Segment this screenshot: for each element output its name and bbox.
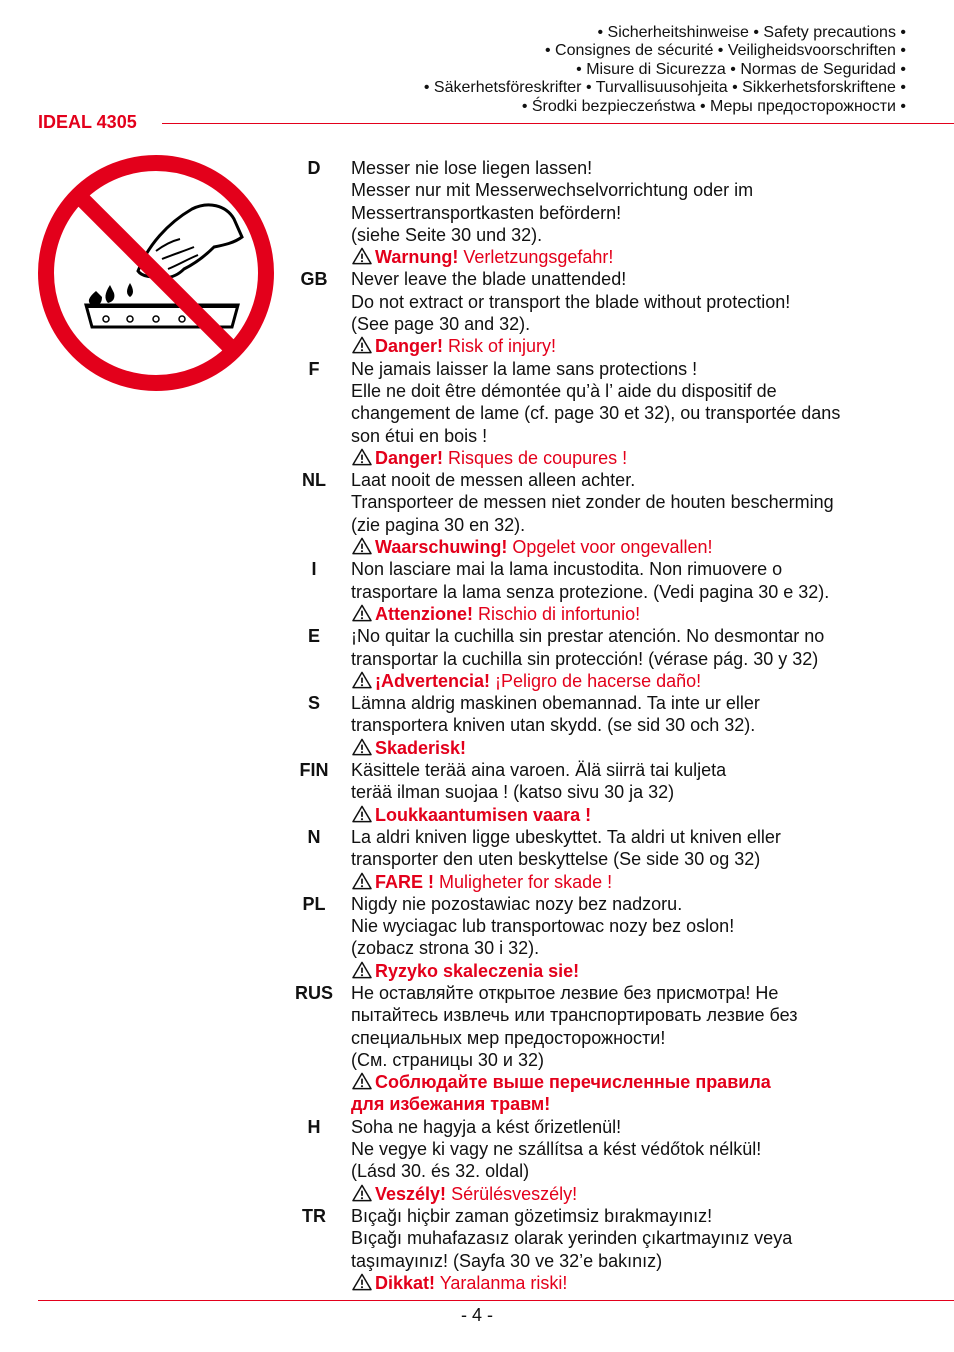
warning-text: Yaralanma riski! [435,1272,568,1293]
header-line: • Säkerhetsföreskrifter • Turvallisuusohjeita • Sikkerhetsforskriftene • [423,79,906,97]
section-i [290,558,910,625]
warning-triangle-icon [351,336,375,356]
warning-text: Risk of injury! [443,336,557,357]
section-rus [290,982,910,1116]
section-text [338,358,910,469]
language-code: I [311,559,317,580]
warning-text: ¡Peligro de hacerse daño! [490,670,702,691]
warning-label: Attenzione! [375,603,473,624]
warning-line [351,737,910,759]
section-text [338,268,910,357]
language-code: GB [300,269,328,290]
warning-text: Risques de coupures ! [443,447,628,468]
section-text [338,157,910,268]
instruction-line: Bıçağı hiçbir zaman gözetimsiz bırakmayınız! [351,1205,713,1226]
header-line: • Sicherheitshinweise • Safety precautions • [597,24,906,41]
warning-triangle-icon [351,1184,375,1204]
warning-line [351,1272,910,1294]
header-languages [206,24,906,116]
section-text [338,1205,910,1294]
instruction-line: Ne jamais laisser la lame sans protections ! [351,358,698,379]
warning-line [351,335,910,357]
warning-triangle-icon [351,961,375,981]
instruction-line: Do not extract or transport the blade without protection! [351,291,791,312]
warning-line [351,447,910,469]
warning-triangle-icon [351,247,375,267]
instruction-line: La aldri kniven ligge ubeskyttet. Ta aldri ut kniven eller [351,826,781,847]
language-code: RUS [294,982,333,1003]
warning-line [351,670,910,692]
instruction-line: (zie pagina 30 en 32). [351,514,526,535]
warning-text: Muligheter for skade ! [434,871,613,892]
warning-line [351,246,910,268]
instruction-line: ¡No quitar la cuchilla sin prestar atención. No desmontar no [351,626,825,647]
section-nl [290,469,910,558]
instruction-line: Nie wyciagac lub transportowac nozy bez oslon! [351,916,735,937]
warning-label: Skaderisk! [375,737,467,758]
warning-text: Verletzungsgefahr! [458,247,614,268]
warning-line [351,1093,910,1115]
language-code: N [307,826,321,847]
warning-line [351,1071,910,1093]
model-title: IDEAL 4305 [38,112,137,132]
warning-label: Ryzyko skaleczenia sie! [375,960,580,981]
section-fin [290,759,910,826]
section-h [290,1116,910,1205]
warning-label: Dikkat! [375,1272,436,1293]
warning-line [351,960,910,982]
section-gb [290,268,910,357]
header-line: • Misure di Sicurezza • Normas de Seguridad • [576,60,906,78]
warning-label: Warnung! [375,247,459,268]
warning-triangle-icon [351,1273,375,1293]
footer-rule [38,1300,954,1301]
safety-sections [290,157,910,1294]
warning-line [351,1183,910,1205]
instruction-line: Never leave the blade unattended! [351,269,627,290]
section-text [338,469,910,558]
section-text [338,982,910,1116]
language-code: TR [302,1205,326,1226]
warning-triangle-icon [351,1072,375,1092]
warning-label: Danger! [375,447,444,468]
instruction-line: Messertransportkasten befördern! [351,202,622,223]
instruction-line: Elle ne doit être démontée qu’à l’ aide du dispositif de [351,380,777,401]
instruction-line: (siehe Seite 30 und 32). [351,224,543,245]
language-code: PL [302,893,326,914]
section-s [290,692,910,759]
language-code: S [307,693,320,714]
section-text [338,893,910,982]
warning-label: Waarschuwing! [375,537,508,558]
instruction-line: Messer nie lose liegen lassen! [351,158,593,178]
no-touching-blade-prohibition-icon [38,155,274,391]
instruction-line: transportera kniven utan skydd. (se sid 30 och 32). [351,715,756,736]
section-text [338,625,910,692]
instruction-line: (Lásd 30. és 32. oldal) [351,1161,530,1182]
instruction-line: Laat nooit de messen alleen achter. [351,470,636,491]
instruction-line: пытайтесь извлечь или транспортировать лезвие без [351,1005,798,1026]
language-code: NL [302,470,326,491]
warning-triangle-icon [351,604,375,624]
instruction-line: Käsittele terää aina varoen. Älä siirrä tai kuljeta [351,760,727,781]
section-text [338,826,910,893]
warning-triangle-icon [351,537,375,557]
warning-label: Loukkaantumisen vaara ! [375,804,592,825]
warning-line [351,603,910,625]
instruction-line: (См. страницы 30 и 32) [351,1049,544,1070]
warning-text: Rischio di infortunio! [473,603,641,624]
instruction-line: Lämna aldrig maskinen obemannad. Ta inte ur eller [351,693,760,714]
instruction-line: Soha ne hagyja a kést őrizetlenül! [351,1116,622,1137]
warning-label: Danger! [375,336,444,357]
warning-label: FARE ! [375,871,435,892]
section-text [338,759,910,826]
warning-label: ¡Advertencia! [375,670,491,691]
warning-triangle-icon [351,448,375,468]
warning-text: Sérülésveszély! [446,1183,578,1204]
warning-line [351,804,910,826]
warning-label: Соблюдайте выше перечисленные правила [375,1072,771,1093]
instruction-line: специальных мер предосторожности! [351,1027,666,1048]
language-code: E [307,626,320,647]
header-line: • Consignes de sécurité • Veiligheidsvoorschriften • [545,42,906,60]
instruction-line: Не оставляйте открытое лезвие без присмотра! Не [351,982,779,1003]
warning-triangle-icon [351,805,375,825]
warning-triangle-icon [351,738,375,758]
section-text [338,558,910,625]
instruction-line: son étui en bois ! [351,425,488,446]
instruction-line: (See page 30 and 32). [351,314,531,335]
instruction-line: changement de lame (cf. page 30 et 32), ou transportée dans [351,403,841,424]
page-number: - 4 - [460,1305,493,1325]
instruction-line: Non lasciare mai la lama incustodita. Non rimuovere o [351,559,783,580]
instruction-line: Nigdy nie pozostawiac nozy bez nadzoru. [351,893,683,914]
instruction-line: trasportare la lama senza protezione. (Vedi pagina 30 e 32). [351,581,830,602]
section-pl [290,893,910,982]
section-text [338,1116,910,1205]
warning-line [351,871,910,893]
language-code: D [307,158,321,178]
instruction-line: transporter den uten beskyttelse (Se side 30 og 32) [351,849,761,870]
warning-label: Veszély! [375,1183,447,1204]
language-code: F [308,358,320,379]
section-e [290,625,910,692]
instruction-line: terää ilman suojaa ! (katso sivu 30 ja 32) [351,782,675,803]
section-f [290,358,910,469]
language-code: H [307,1116,321,1137]
header-line: • Środki bezpieczeństwa • Меры предосторожности • [521,97,906,115]
section-tr [290,1205,910,1294]
instruction-line: Bıçağı muhafazasız olarak yerinden çıkartmayınız veya [351,1228,793,1249]
instruction-line: transportar la cuchilla sin protección! (vérase pág. 30 y 32) [351,648,819,669]
instruction-line: taşımayınız! (Sayfa 30 ve 32’e bakınız) [351,1250,663,1271]
header-rule [162,123,954,124]
section-text [338,692,910,759]
warning-label: для избежания травм! [351,1094,551,1115]
instruction-line: (zobacz strona 30 i 32). [351,938,540,959]
warning-triangle-icon [351,872,375,892]
warning-triangle-icon [351,671,375,691]
instruction-line: Messer nur mit Messerwechselvorrichtung oder im [351,180,754,201]
instruction-line: Ne vegye ki vagy ne szállítsa a kést védőtok nélkül! [351,1139,762,1160]
language-code: FIN [299,760,329,781]
warning-line [351,536,910,558]
instruction-line: Transporteer de messen niet zonder de houten bescherming [351,492,834,513]
warning-text: Opgelet voor ongevallen! [507,537,713,558]
section-n [290,826,910,893]
section-d [290,157,910,268]
